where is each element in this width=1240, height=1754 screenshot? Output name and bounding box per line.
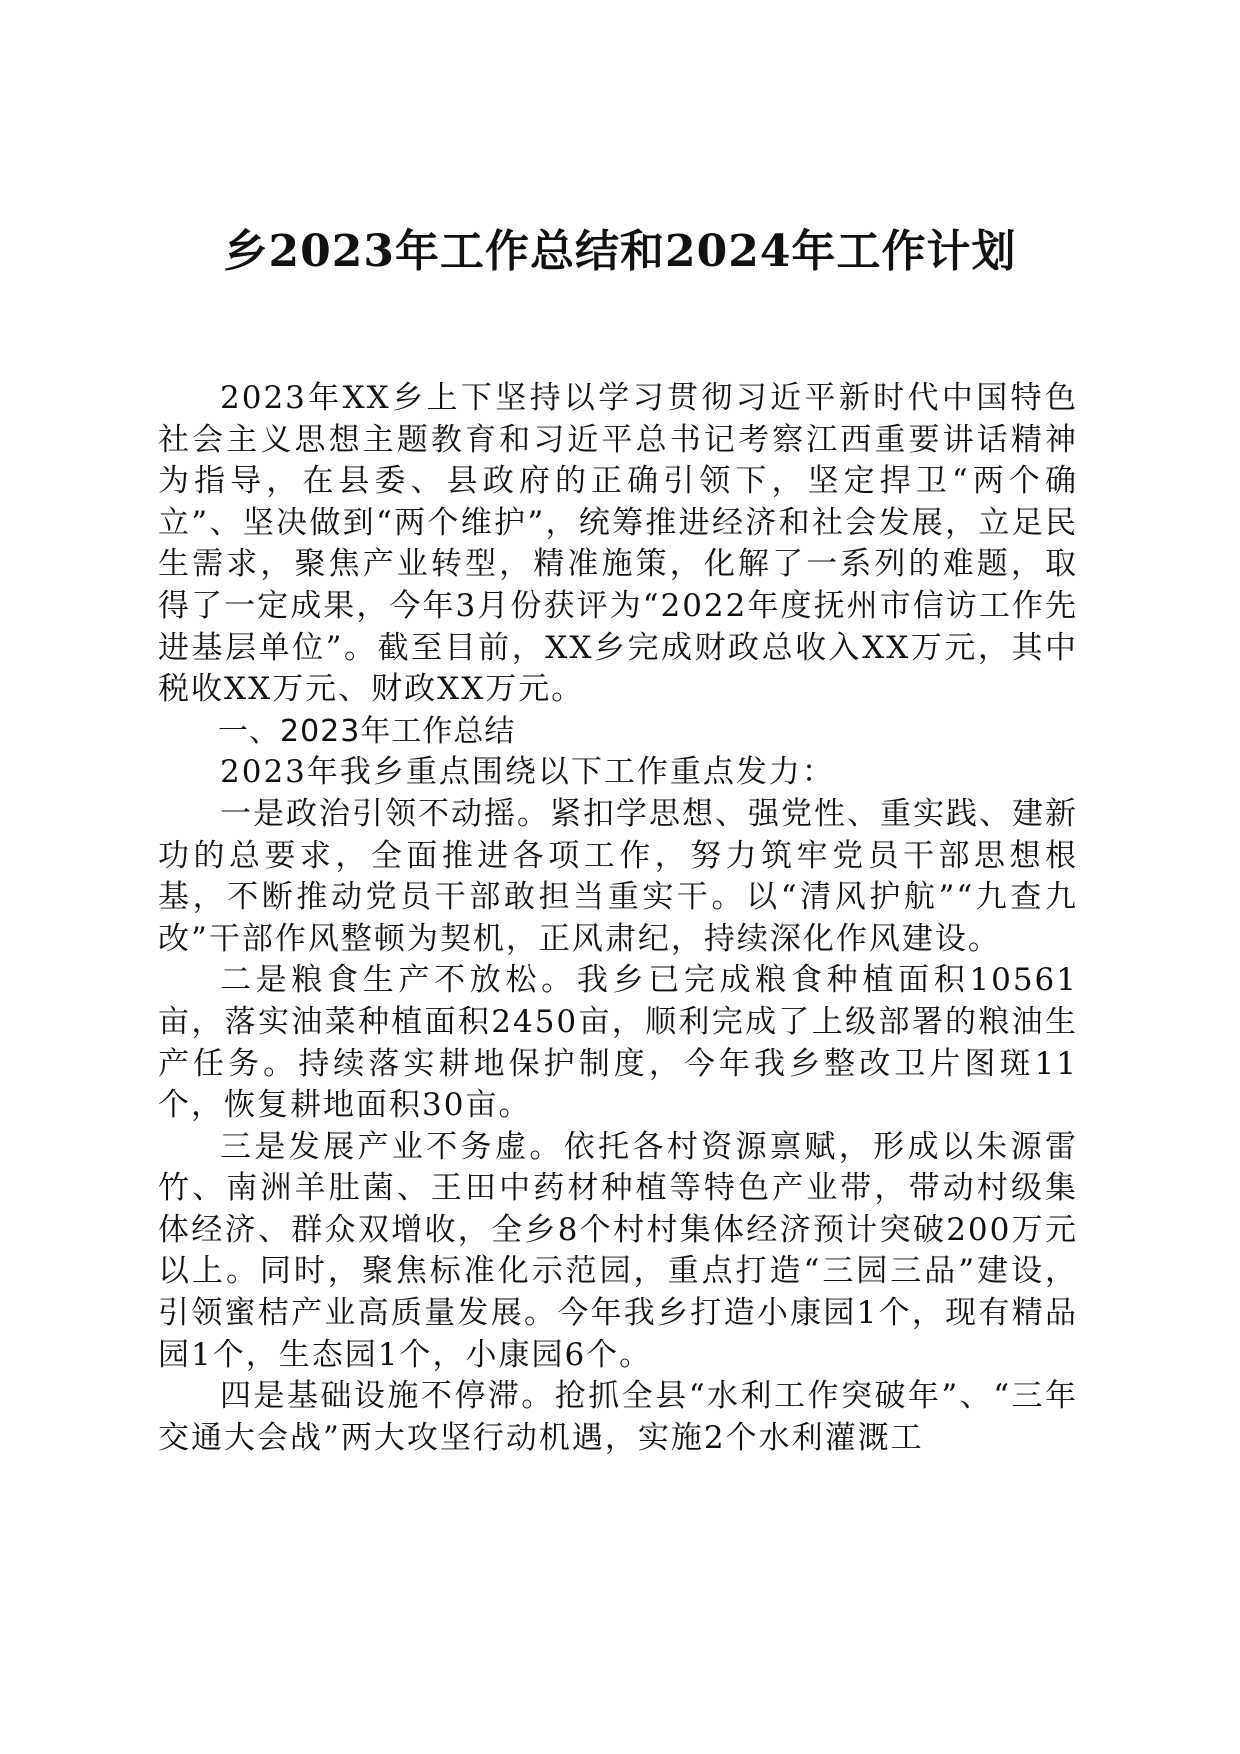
section-heading: 一、2023年工作总结 [218,713,516,749]
intro-paragraph: 2023年XX乡上下坚持以学习贯彻习近平新时代中国特色社会主义思想主题教育和习近平总书记考察江西重要讲话精神为指导，在县委、县政府的正确引领下，坚定捍卫“两个确立”、坚决做到“两个维护”，统筹推进经济和社会发展，立足民生需求，聚焦产业转型，精准施策，化解了一系列的难题，取得了一定成果，今年3月份获评为“2022年度抚州市信访工作先进基层单位”。截至目前，XX乡完成财政总收入XX万元，其中税收XX万元、财政XX万元。 [158,380,1078,708]
paragraph-item-2: 二是粮食生产不放松。我乡已完成粮食种植面积10561亩，落实油菜种植面积2450亩，顺利完成了上级部署的粮油生产任务。持续落实耕地保护制度，今年我乡整改卫片图斑11个，恢复耕地面积30亩。 [158,962,1078,1124]
document-title: 乡2023年工作总结和2024年工作计划 [223,226,1017,277]
paragraph-item-1: 一是政治引领不动摇。紧扣学思想、强党性、重实践、建新功的总要求，全面推进各项工作，努力筑牢党员干部思想根基，不断推动党员干部敢担当重实干。以“清风护航”“九查九改”干部作风整顿为契机，正风肃纪，持续深化作风建设。 [158,795,1078,957]
section-lead-paragraph: 2023年我乡重点围绕以下工作重点发力： [220,754,835,791]
paragraph-item-3: 三是发展产业不务虚。依托各村资源禀赋，形成以朱源雷竹、南洲羊肚菌、王田中药材种植等特色产业带，带动村级集体经济、群众双增收，全乡8个村村集体经济预计突破200万元以上。同时，聚焦标准化示范园，重点打造“三园三品”建设，引领蜜桔产业高质量发展。今年我乡打造小康园1个，现有精品园1个，生态园1个，小康园6个。 [158,1128,1078,1373]
document-body [158,378,1078,1459]
paragraph-item-4: 四是基础设施不停滞。抢抓全县“水利工作突破年”、“三年交通大会战”两大攻坚行动机遇，实施2个水利灌溉工 [158,1378,1078,1456]
